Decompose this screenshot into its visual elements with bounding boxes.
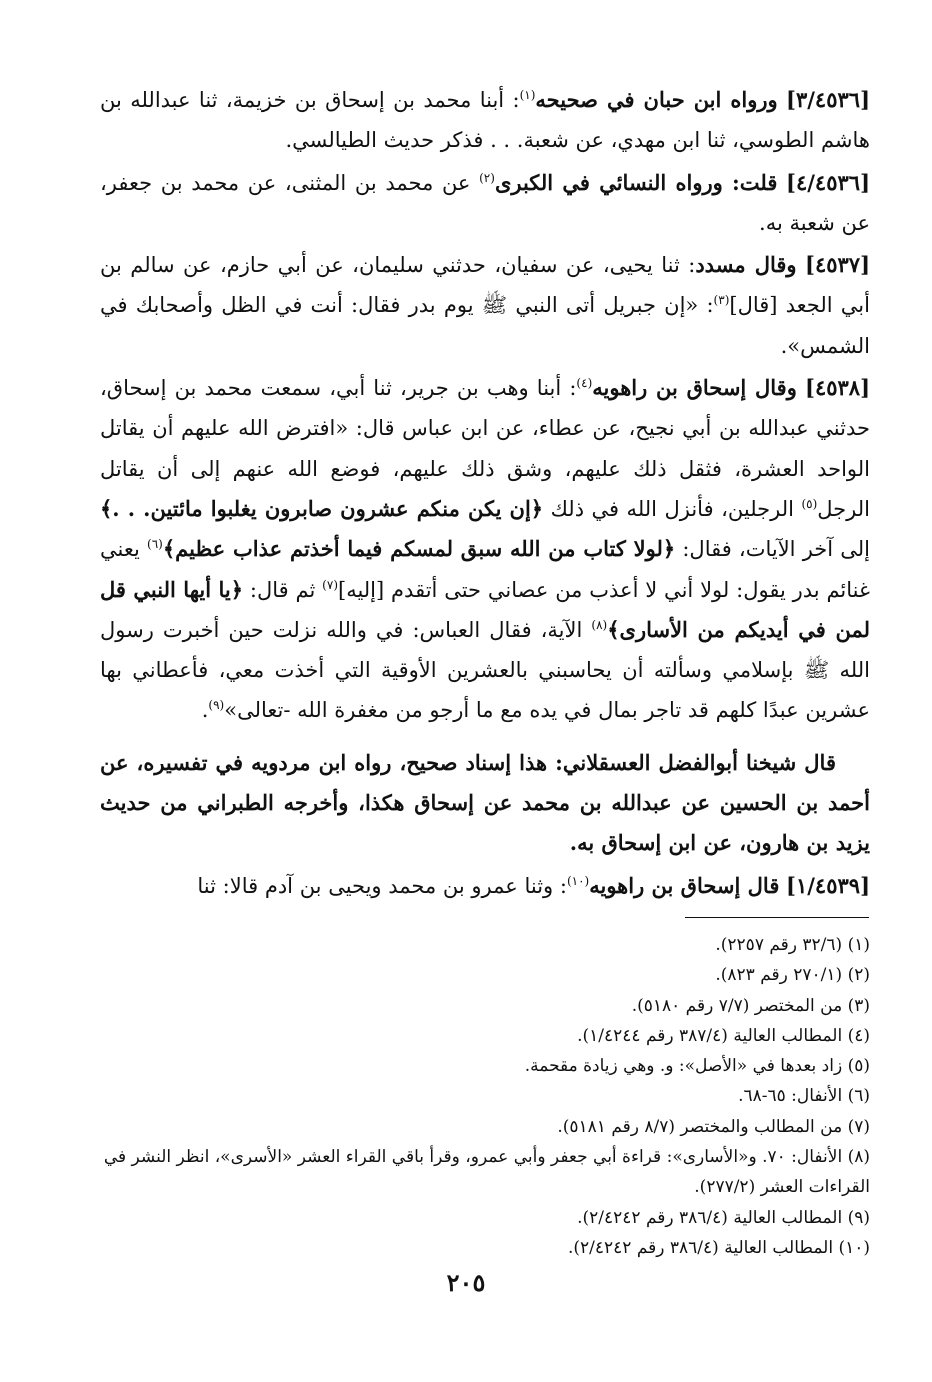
scholar-commentary: قال شيخنا أبوالفضل العسقلاني: هذا إسناد صحيح، رواه ابن مردويه في تفسيره، عن أحمد بن الحسين عن عبدالله بن محمد عن إسحاق هكذا، وأخرجه الطبراني من حديث يزيد بن هارون، عن ابن إسحاق به. xyxy=(100,749,870,856)
footnote: (٩) المطالب العالية (٣٨٦/٤ رقم ٢/٤٢٤٢). xyxy=(577,1207,870,1228)
entry-reference: [٤٥٣٨] xyxy=(805,375,870,401)
footnote: (٧) من المطالب والمختصر (٨/٧ رقم ٥١٨١). xyxy=(557,1116,870,1137)
footnote-marker: (٦) xyxy=(147,537,163,552)
footnote-marker: (٩) xyxy=(208,698,225,713)
main-text xyxy=(100,80,870,906)
entry-text: : وثنا عمرو بن محمد ويحيى بن آدم قالا: ثنا xyxy=(197,873,567,898)
entry-source: ورواه ابن حبان في صحيحه xyxy=(535,87,778,112)
entry-text: : أبنا وهب بن جرير، ثنا أبي، سمعت محمد بن إسحاق، حدثني عبدالله بن أبي نجيح، عن عطاء، عن ابن عباس قال: «افترض الله عليهم أن يقاتل الواحد العشرة، فثقل ذلك عليهم، وشق ذلك عليهم، فوضع الله عنهم إلى أن يقاتل الرجل xyxy=(100,376,870,521)
entry-text: : أبنا محمد بن إسحاق بن خزيمة، ثنا عبدالله بن هاشم الطوسي، ثنا ابن مهدي، عن شعبة. . . فذكر حديث الطيالسي. xyxy=(100,88,870,153)
footnote-marker: (٧) xyxy=(322,577,338,592)
entry-source: قلت: ورواه النسائي في الكبرى xyxy=(494,169,778,195)
footnote: (٤) المطالب العالية (٣٨٧/٤ رقم ١/٤٢٤٤). xyxy=(577,1025,870,1046)
footnote-marker: (١٠) xyxy=(566,873,590,888)
hadith-entry-4536-4 xyxy=(100,163,870,244)
footnote: (٨) الأنفال: ٧٠. و«الأسارى»: قراءة أبي جعفر وأبي عمرو، وقرأ باقي القراء العشر «الأسرى»، انظر النشر في القراءات العشر (٢٧٧/٢). xyxy=(103,1147,870,1198)
hadith-entry-4539-1 xyxy=(100,866,870,906)
footnote-marker: (٣) xyxy=(713,293,730,308)
footnote-marker: (٢) xyxy=(479,170,495,185)
footnote-marker: (٤) xyxy=(576,376,593,391)
entry-reference: [٤/٤٥٣٦] xyxy=(786,169,870,195)
entry-text: إلى آخر الآيات، فقال: xyxy=(675,537,870,562)
entry-text: يعني غنائم بدر يقول: لولا أني لا أعذب من عصاني حتى أتقدم [إليه] xyxy=(100,537,870,602)
entry-reference: [٤٥٣٧] xyxy=(805,252,870,278)
entry-text: : ثنا يحيى، عن سفيان، حدثني سليمان، عن أبي حازم، عن سالم بن أبي الجعد [قال] xyxy=(100,253,870,318)
quran-quote: ﴿يا أيها النبي قل لمن في أيديكم من الأسارى﴾ xyxy=(100,576,870,642)
footnote: (١٠) المطالب العالية (٣٨٦/٤ رقم ٢/٤٢٤٢). xyxy=(568,1237,870,1258)
quran-quote: ﴿لولا كتاب من الله سبق لمسكم فيما أخذتم عذاب عظيم﴾ xyxy=(162,536,676,562)
hadith-entry-4538 xyxy=(100,368,870,731)
entry-text: الآية، فقال العباس: في والله نزلت حين أخبرت رسول الله ﷺ بإسلامي وسألته أن يحاسبني بالعشرين الأوقية التي أخذت معي، فأعطاني بها عشرين عبدًا كلهم قد تاجر بمال في يده مع ما أرجو من مغفرة الله -تعالى» xyxy=(100,617,870,723)
entry-text: ثم قال: xyxy=(243,577,323,602)
entry-source: وقال مسدد xyxy=(695,252,797,278)
entry-reference: [١/٤٥٣٩] xyxy=(786,872,870,898)
footnote: (١) (٣٢/٦ رقم ٢٢٥٧). xyxy=(715,935,870,955)
entry-text: الرجلين، فأنزل الله في ذلك xyxy=(543,496,802,521)
footnote-separator xyxy=(685,917,869,918)
entry-text: : «إن جبريل أتى النبي ﷺ يوم بدر فقال: أنت في الظل وأصحابك في الشمس». xyxy=(100,293,870,358)
quran-quote: ﴿إن يكن منكم عشرون صابرون يغلبوا مائتين. . .﴾ xyxy=(100,495,544,521)
entry-text: عن محمد بن المثنى، عن محمد بن جعفر، عن شعبة به. xyxy=(100,170,870,235)
hadith-entry-4536-3 xyxy=(100,80,870,161)
footnote: (٢) (٢٧٠/١ رقم ٨٢٣). xyxy=(715,965,870,986)
entry-text: . xyxy=(201,698,209,723)
hadith-entry-4537 xyxy=(100,245,870,366)
footnotes xyxy=(80,930,870,1263)
footnote: (٦) الأنفال: ٦٥-٦٨. xyxy=(738,1086,870,1107)
entry-source: قال إسحاق بن راهويه xyxy=(589,872,780,898)
footnote-marker: (١) xyxy=(519,88,536,102)
entry-source: وقال إسحاق بن راهويه xyxy=(592,375,797,401)
entry-reference: [٣/٤٥٣٦] xyxy=(786,87,870,112)
footnote-marker: (٨) xyxy=(591,617,608,632)
page-number: ٢٠٥ xyxy=(446,1268,486,1297)
footnote: (٥) زاد بعدها في «الأصل»: و. وهي زيادة مقحمة. xyxy=(524,1056,870,1077)
footnote: (٣) من المختصر (٧/٧ رقم ٥١٨٠). xyxy=(631,995,870,1016)
footnote-marker: (٥) xyxy=(801,496,818,511)
